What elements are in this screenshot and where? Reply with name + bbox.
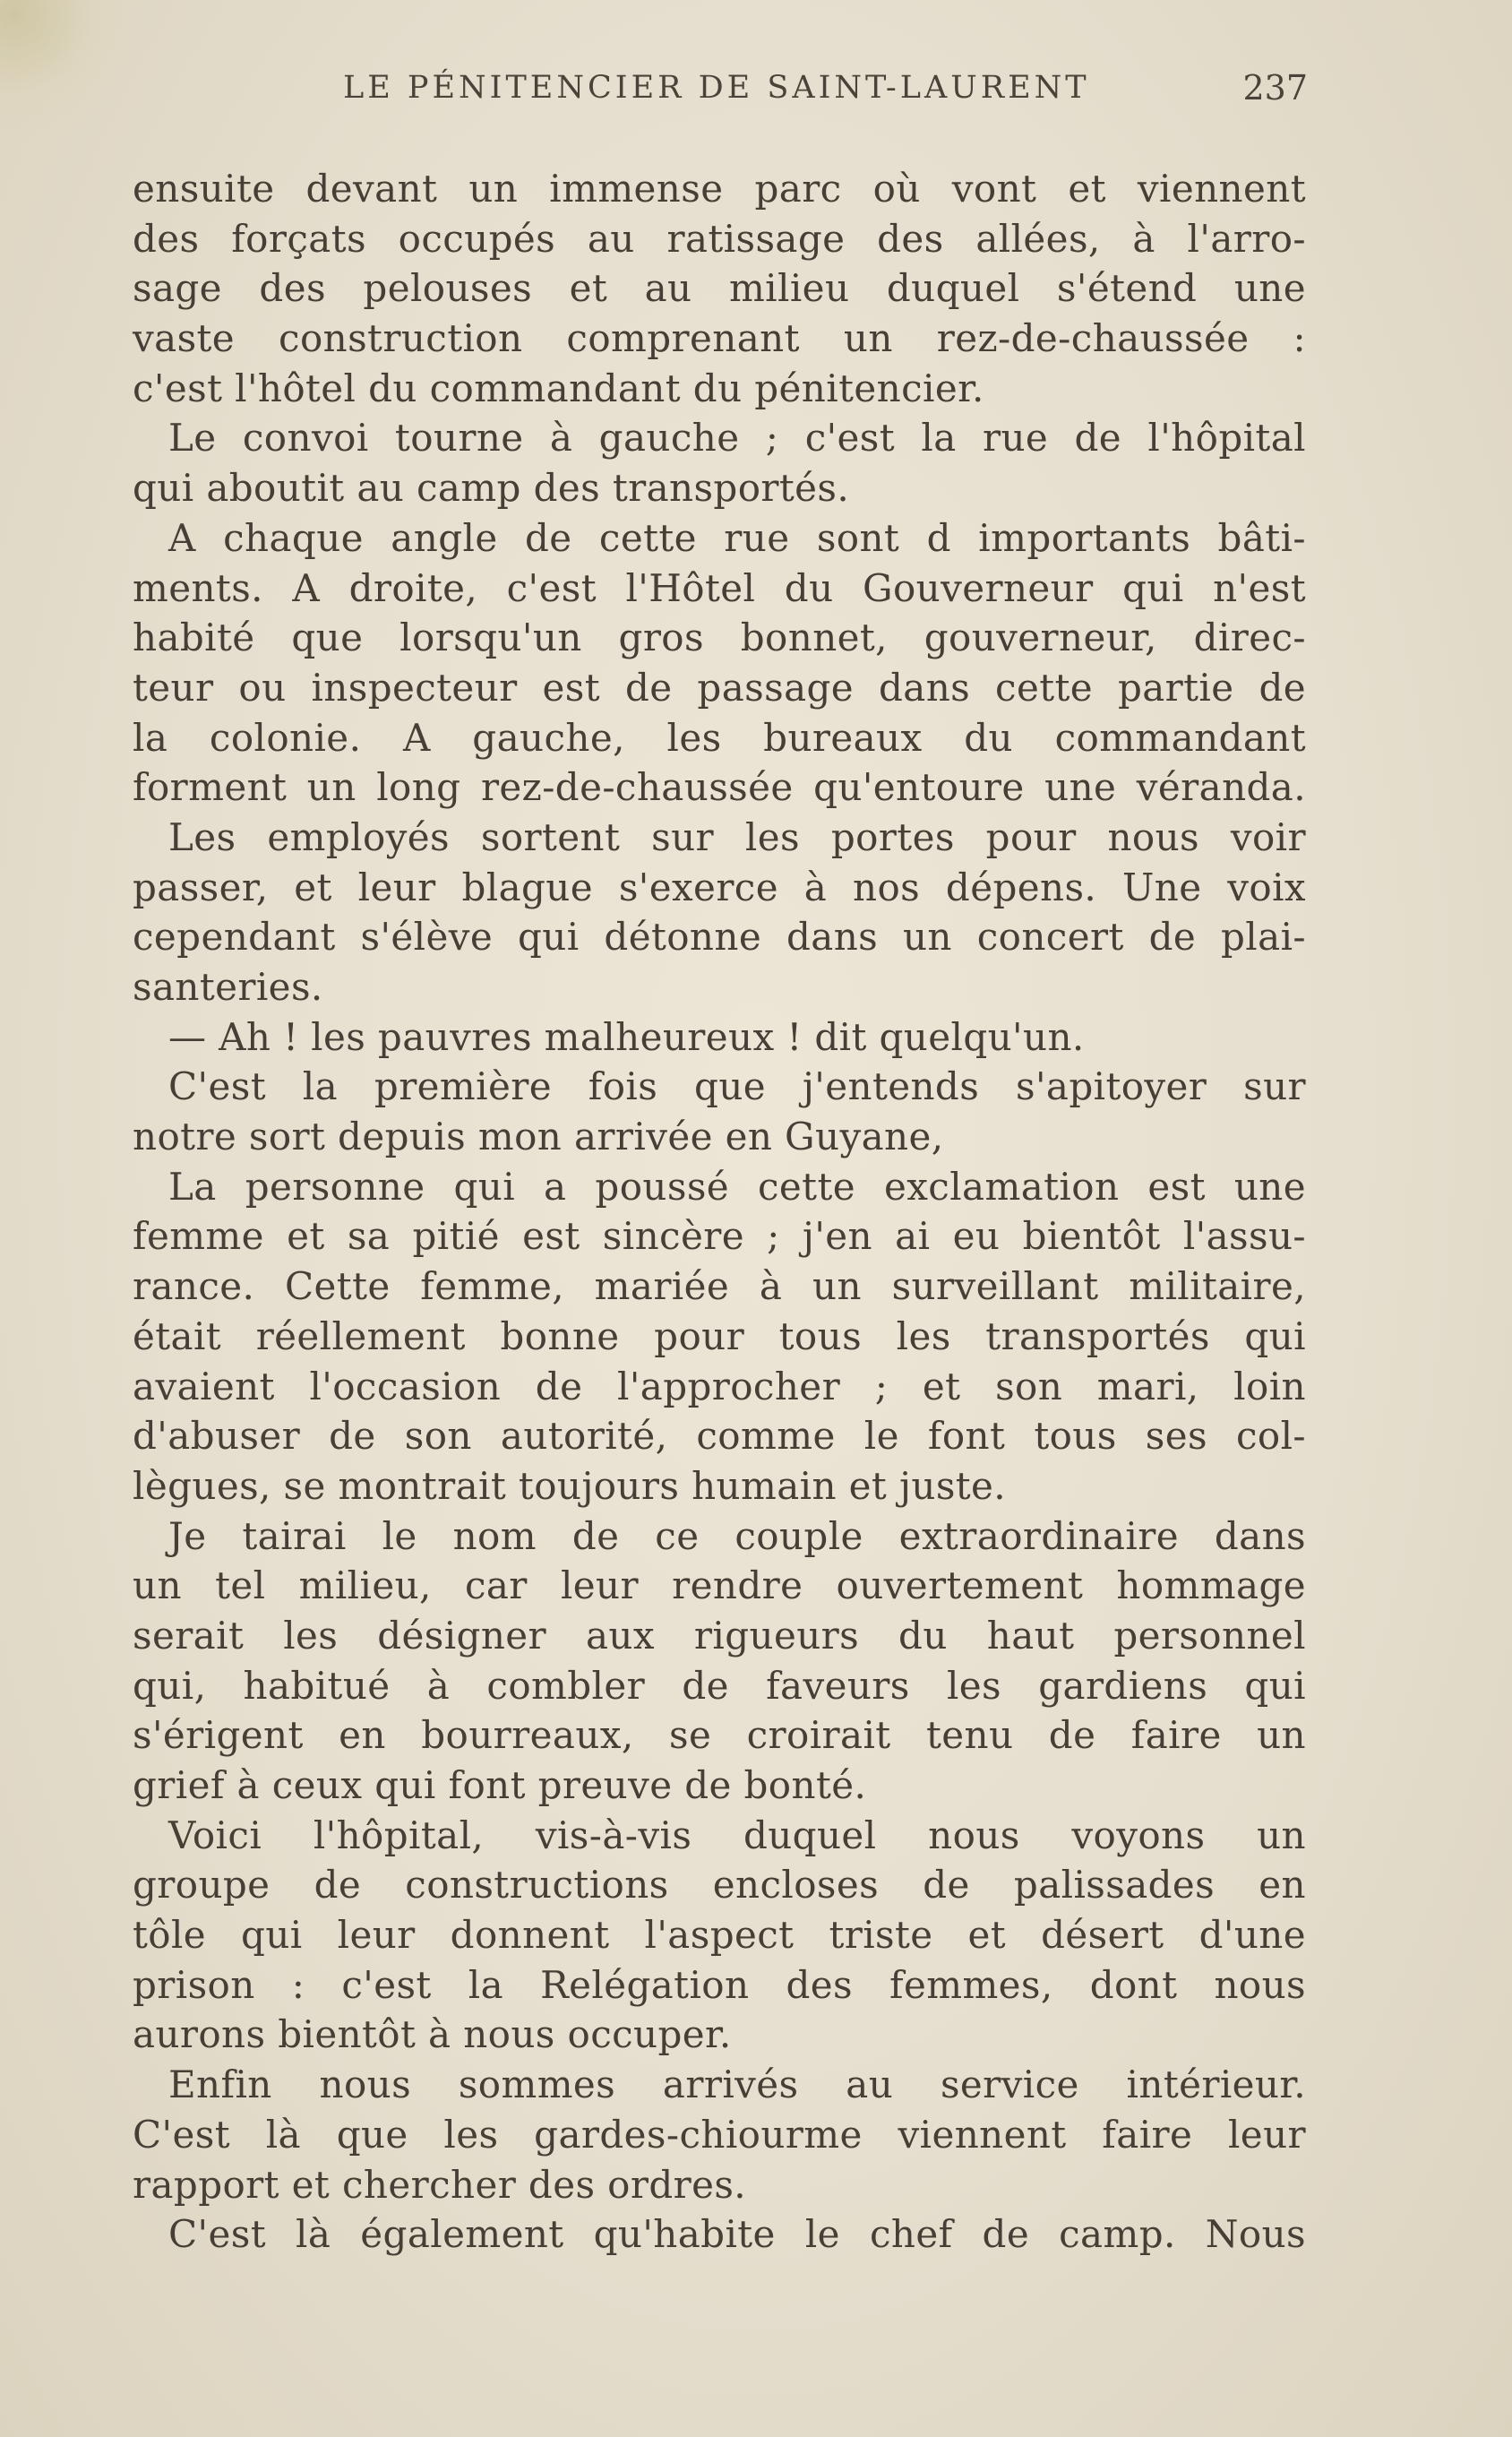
- text-line: santeries.: [133, 965, 323, 1009]
- text-line: forment un long rez-de-chaussée qu'entoure une véranda.: [133, 765, 1306, 810]
- running-title: LE PÉNITENCIER DE SAINT-LAURENT: [343, 70, 1090, 106]
- text-line: passer, et leur blague s'exerce à nos dépens. Une voix: [133, 865, 1306, 909]
- text-line: cependant s'élève qui détonne dans un concert de plai-: [133, 915, 1306, 960]
- text-line: habité que lorsqu'un gros bonnet, gouverneur, direc-: [133, 616, 1306, 660]
- page-header: [130, 70, 1308, 124]
- text-line: Je tairai le nom de ce couple extraordinaire dans: [168, 1513, 1306, 1558]
- text-line: Le convoi tourne à gauche ; c'est la rue de l'hôpital: [168, 416, 1306, 461]
- text-line: — Ah ! les pauvres malheureux ! dit quelqu'un.: [168, 1014, 1085, 1059]
- text-line: c'est l'hôtel du commandant du pénitencier.: [133, 366, 984, 410]
- text-line: ensuite devant un immense parc où vont et viennent: [133, 167, 1306, 211]
- text-line: aurons bientôt à nous occuper.: [133, 2012, 732, 2057]
- text-line: rance. Cette femme, mariée à un surveillant militaire,: [133, 1264, 1306, 1309]
- text-line: A chaque angle de cette rue sont d importants bâti-: [168, 515, 1306, 560]
- text-line: des forçats occupés au ratissage des allées, à l'arro-: [133, 216, 1306, 261]
- text-line: la colonie. A gauche, les bureaux du commandant: [133, 715, 1306, 760]
- text-line: était réellement bonne pour tous les transportés qui: [133, 1313, 1306, 1358]
- text-line: prison : c'est la Relégation des femmes, dont nous: [133, 1962, 1306, 2007]
- page-number: 237: [1242, 68, 1308, 108]
- text-line: C'est la première fois que j'entends s'apitoyer sur: [168, 1064, 1306, 1109]
- text-line: notre sort depuis mon arrivée en Guyane,: [133, 1115, 944, 1159]
- text-line: s'érigent en bourreaux, se croirait tenu de faire un: [133, 1713, 1306, 1758]
- text-line: un tel milieu, car leur rendre ouvertement hommage: [133, 1563, 1306, 1608]
- text-line: groupe de constructions encloses de palissades en: [133, 1863, 1306, 1907]
- text-line: d'abuser de son autorité, comme le font tous ses col-: [133, 1414, 1306, 1459]
- text-line: grief à ceux qui font preuve de bonté.: [133, 1763, 867, 1807]
- text-line: teur ou inspecteur est de passage dans cette partie de: [133, 665, 1306, 710]
- text-line: ments. A droite, c'est l'Hôtel du Gouverneur qui n'est: [133, 565, 1306, 610]
- text-line: avaient l'occasion de l'approcher ; et son mari, loin: [133, 1364, 1306, 1408]
- text-line: serait les désigner aux rigueurs du haut personnel: [133, 1613, 1306, 1658]
- text-line: La personne qui a poussé cette exclamation est une: [168, 1164, 1306, 1209]
- text-line: Les employés sortent sur les portes pour nous voir: [168, 814, 1306, 859]
- text-line: qui, habitué à combler de faveurs les gardiens qui: [133, 1663, 1306, 1708]
- body-text: [133, 164, 1306, 2260]
- text-line: C'est là également qu'habite le chef de camp. Nous: [168, 2212, 1306, 2257]
- text-line: C'est là que les gardes-chiourme viennent faire leur: [133, 2112, 1306, 2157]
- text-line: Voici l'hôpital, vis-à-vis duquel nous voyons un: [168, 1813, 1306, 1857]
- text-line: qui aboutit au camp des transportés.: [133, 466, 850, 511]
- text-line: vaste construction comprenant un rez-de-chaussée :: [133, 316, 1306, 361]
- text-line: lègues, se montrait toujours humain et juste.: [133, 1463, 1007, 1508]
- paper-stain: [0, 0, 143, 143]
- text-line: femme et sa pitié est sincère ; j'en ai eu bientôt l'assu-: [133, 1214, 1306, 1259]
- text-line: tôle qui leur donnent l'aspect triste et désert d'une: [133, 1913, 1306, 1958]
- text-line: rapport et chercher des ordres.: [133, 2162, 747, 2207]
- text-line: sage des pelouses et au milieu duquel s'étend une: [133, 266, 1306, 311]
- text-line: Enfin nous sommes arrivés au service intérieur.: [168, 2062, 1306, 2107]
